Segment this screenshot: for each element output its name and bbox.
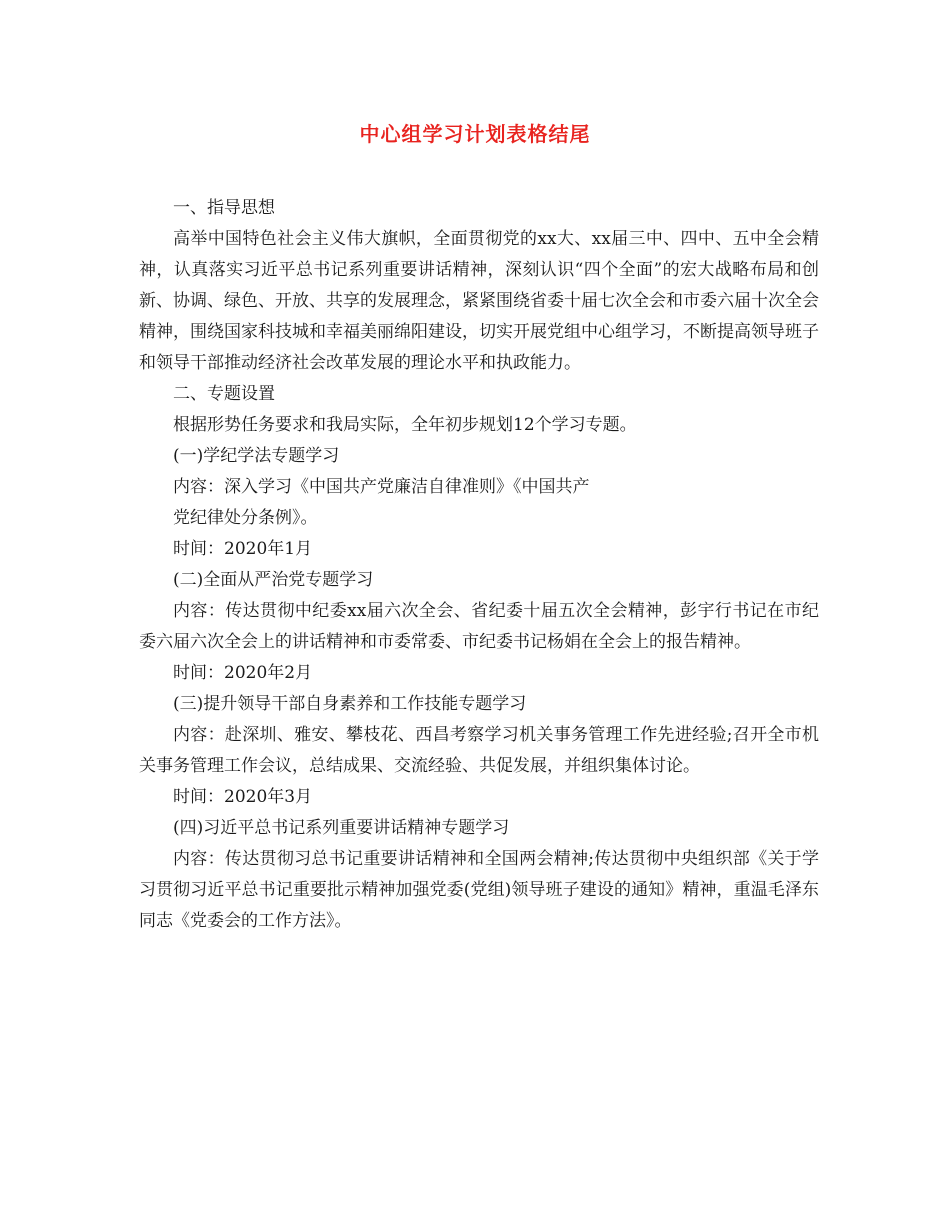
paragraph-guiding-thought: 高举中国特色社会主义伟大旗帜，全面贯彻党的xx大、xx届三中、四中、五中全会精神，认真落实习近平总书记系列重要讲话精神，深刻认识“四个全面”的宏大战略布局和创新、协调、绿色、开放、共享的发展理念，紧紧围绕省委十届七次全会和市委六届十次全会精神，围绕国家科技城和幸福美丽绵阳建设，切实开展党组中心组学习，不断提高领导班子和领导干部推动经济社会改革发展的理论水平和执政能力。 — [139, 229, 819, 373]
topic-1-time: 时间：2020年1月 — [173, 539, 313, 559]
topic-3-time: 时间：2020年3月 — [173, 787, 313, 807]
topic-2-time: 时间：2020年2月 — [173, 663, 313, 683]
topic-1-title: (一)学纪学法专题学习 — [173, 446, 340, 466]
document-body — [139, 193, 819, 937]
paragraph-topics-intro: 根据形势任务要求和我局实际，全年初步规划12个学习专题。 — [173, 415, 637, 435]
topic-2-content: 内容：传达贯彻中纪委xx届六次全会、省纪委十届五次全会精神，彭宇行书记在市纪委六届六次全会上的讲话精神和市委常委、市纪委书记杨娟在全会上的报告精神。 — [139, 601, 819, 652]
topic-4-content: 内容：传达贯彻习总书记重要讲话精神和全国两会精神;传达贯彻中央组织部《关于学习贯彻习近平总书记重要批示精神加强党委(党组)领导班子建设的通知》精神，重温毛泽东同志《党委会的工作方法》。 — [139, 849, 819, 931]
topic-1-content-continued: 党纪律处分条例》。 — [173, 508, 318, 528]
document-title: 中心组学习计划表格结尾 — [359, 122, 591, 146]
topic-1-content: 内容：深入学习《中国共产党廉洁自律准则》《中国共产 — [173, 477, 590, 497]
topic-3-content: 内容：赴深圳、雅安、攀枝花、西昌考察学习机关事务管理工作先进经验;召开全市机关事务管理工作会议，总结成果、交流经验、共促发展，并组织集体讨论。 — [139, 725, 819, 776]
section-heading-topics: 二、专题设置 — [173, 384, 275, 404]
topic-3-title: (三)提升领导干部自身素养和工作技能专题学习 — [173, 694, 527, 714]
section-heading-guiding-thought: 一、指导思想 — [173, 198, 275, 218]
topic-2-title: (二)全面从严治党专题学习 — [173, 570, 374, 590]
topic-4-title: (四)习近平总书记系列重要讲话精神专题学习 — [173, 818, 510, 838]
